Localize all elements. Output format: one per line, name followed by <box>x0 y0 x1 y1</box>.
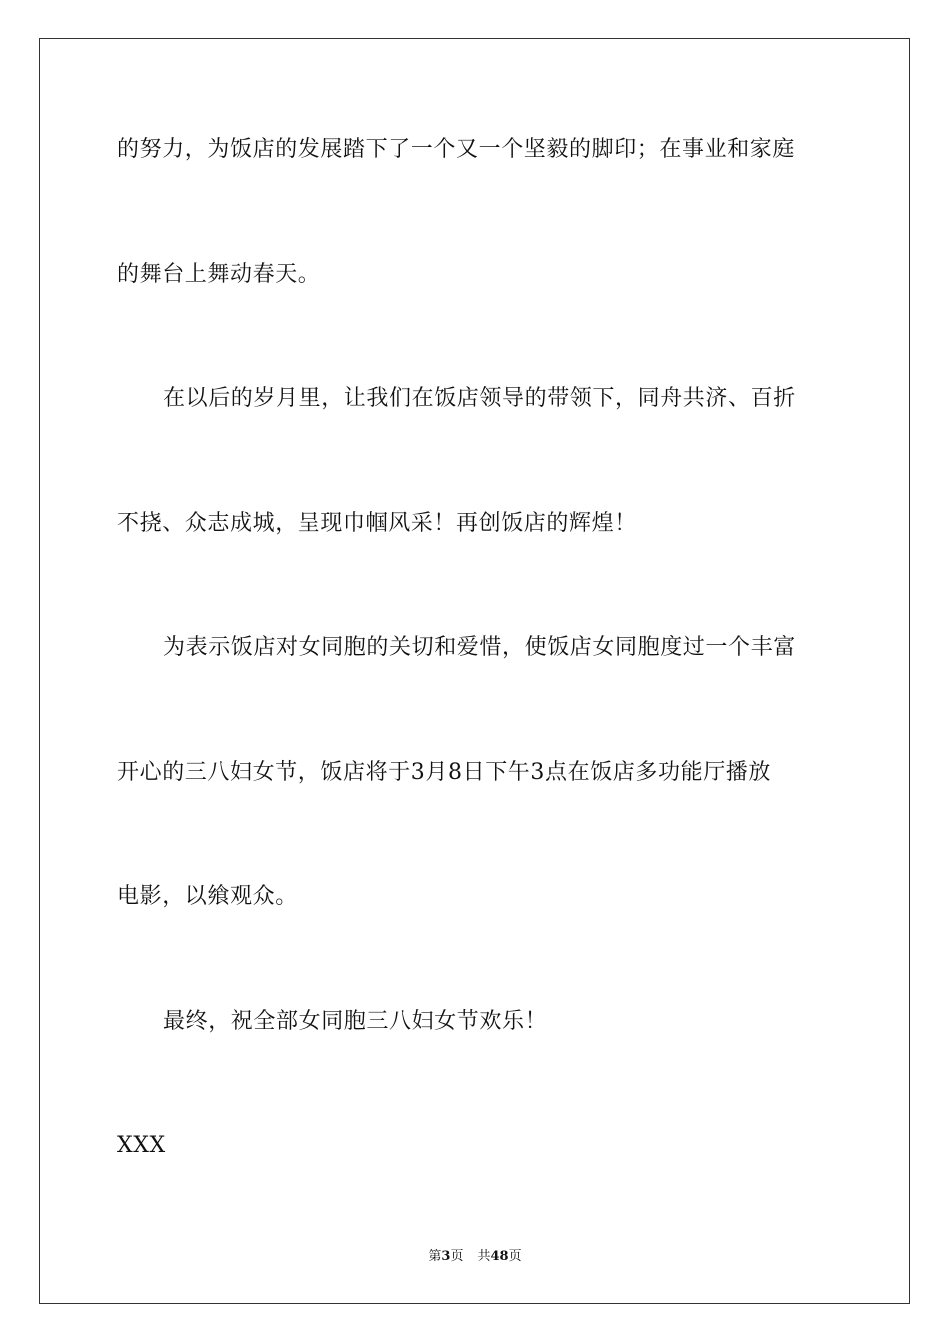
paragraph-line: 在以后的岁月里，让我们在饭店领导的带领下，同舟共济、百折 <box>163 386 796 411</box>
paragraph-line: 不挠、众志成城，呈现巾帼风采！再创饭店的辉煌！ <box>117 511 637 536</box>
page-border <box>39 38 910 1304</box>
page-footer <box>0 1248 950 1266</box>
paragraph-line: 电影，以飨观众。 <box>117 884 298 909</box>
paragraph-line: 的舞台上舞动春天。 <box>117 262 321 287</box>
paragraph-line: 开心的三八妇女节，饭店将于3月8日下午3点在饭店多功能厅播放 <box>117 760 771 785</box>
paragraph-line: 为表示饭店对女同胞的关切和爱惜，使饭店女同胞度过一个丰富 <box>163 635 796 660</box>
footer-prefix: 第 <box>428 1249 442 1264</box>
paragraph-line: 的努力，为饭店的发展踏下了一个又一个坚毅的脚印；在事业和家庭 <box>117 137 796 162</box>
footer-total-suffix: 页 <box>508 1249 522 1264</box>
signature-line: XXX <box>117 1133 166 1158</box>
total-page-count: 48 <box>490 1249 509 1264</box>
current-page-number: 3 <box>441 1249 451 1264</box>
footer-total-prefix: 共 <box>477 1249 491 1264</box>
paragraph-line: 最终，祝全部女同胞三八妇女节欢乐！ <box>163 1009 548 1034</box>
footer-page-suffix: 页 <box>450 1249 464 1264</box>
